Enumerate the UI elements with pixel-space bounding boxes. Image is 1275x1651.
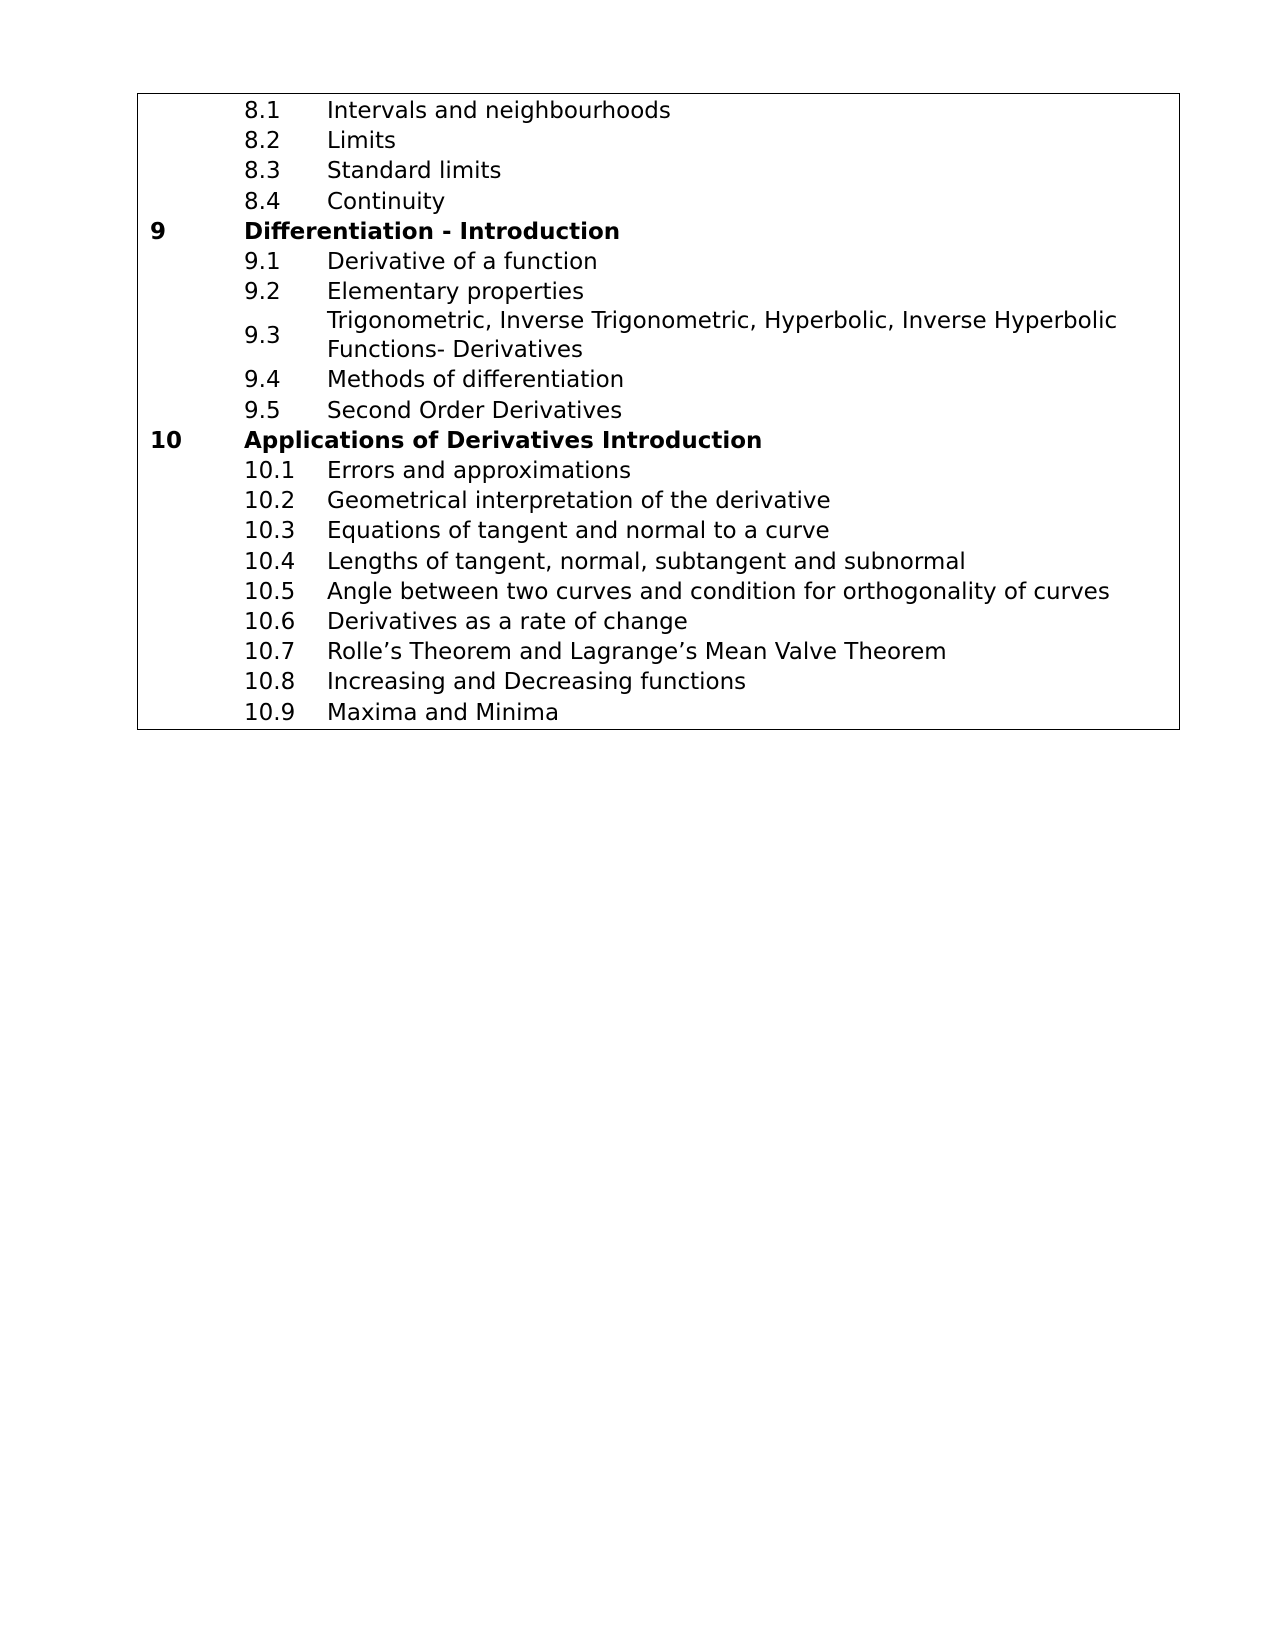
topic-title: Elementary properties — [327, 279, 585, 306]
topic-number: 9.2 — [244, 279, 281, 306]
topic-number: 10.9 — [244, 699, 296, 726]
unit-title: Differentiation - Introduction — [244, 218, 621, 245]
unit-title: Applications of Derivatives Introduction — [244, 427, 763, 454]
topic-row-9-2 — [138, 277, 1179, 307]
topic-number: 10.4 — [244, 548, 296, 575]
topic-row-10-9 — [138, 698, 1179, 728]
topic-row-8-3 — [138, 156, 1179, 186]
topic-title: Derivative of a function — [327, 249, 598, 276]
topic-number: 10.6 — [244, 609, 296, 636]
topic-row-10-6 — [138, 607, 1179, 637]
topic-number: 8.3 — [244, 158, 281, 185]
topic-row-10-3 — [138, 516, 1179, 546]
topic-title: Maxima and Minima — [327, 699, 560, 726]
unit-number: 9 — [150, 218, 167, 245]
topic-title: Lengths of tangent, normal, subtangent and subnormal — [327, 548, 966, 575]
topic-title: Rolle’s Theorem and Lagrange’s Mean Valve Theorem — [327, 639, 947, 666]
topic-title: Increasing and Decreasing functions — [327, 669, 747, 696]
unit-heading-9 — [138, 217, 1179, 247]
topic-title: Angle between two curves and condition for orthogonality of curves — [327, 578, 1110, 605]
topic-row-10-1 — [138, 456, 1179, 486]
topic-number: 10.8 — [244, 669, 296, 696]
syllabus-table — [137, 93, 1180, 730]
topic-title: Trigonometric, Inverse Trigonometric, Hyperbolic, Inverse Hyperbolic Functions- Derivatives — [327, 308, 1118, 364]
topic-row-8-1 — [138, 96, 1179, 126]
topic-number: 9.5 — [244, 397, 281, 424]
topic-number: 10.2 — [244, 488, 296, 515]
topic-title: Standard limits — [327, 158, 502, 185]
topic-row-9-5 — [138, 396, 1179, 426]
topic-row-10-8 — [138, 667, 1179, 697]
topic-number: 9.3 — [244, 322, 281, 349]
topic-number: 10.3 — [244, 518, 296, 545]
topic-title: Second Order Derivatives — [327, 397, 623, 424]
topic-number: 10.1 — [244, 458, 296, 485]
topic-number: 8.4 — [244, 188, 281, 215]
topic-title: Errors and approximations — [327, 458, 632, 485]
topic-number: 9.1 — [244, 249, 281, 276]
topic-row-10-4 — [138, 547, 1179, 577]
unit-heading-10 — [138, 426, 1179, 456]
topic-number: 9.4 — [244, 367, 281, 394]
topic-row-9-1 — [138, 247, 1179, 277]
topic-title: Geometrical interpretation of the derivative — [327, 488, 831, 515]
topic-row-10-2 — [138, 486, 1179, 516]
topic-row-10-5 — [138, 577, 1179, 607]
topic-row-9-3 — [138, 307, 1179, 365]
topic-number: 8.1 — [244, 98, 281, 124]
topic-number: 10.7 — [244, 639, 296, 666]
topic-title: Limits — [327, 128, 396, 155]
unit-number: 10 — [150, 427, 183, 454]
topic-number: 10.5 — [244, 578, 296, 605]
topic-row-8-4 — [138, 187, 1179, 217]
topic-title: Intervals and neighbourhoods — [327, 98, 671, 124]
topic-number: 8.2 — [244, 128, 281, 155]
topic-title: Equations of tangent and normal to a curve — [327, 518, 830, 545]
topic-row-10-7 — [138, 637, 1179, 667]
topic-title: Continuity — [327, 188, 446, 215]
topic-title: Derivatives as a rate of change — [327, 609, 688, 636]
topic-row-9-4 — [138, 365, 1179, 395]
topic-title: Methods of differentiation — [327, 367, 625, 394]
topic-row-8-2 — [138, 126, 1179, 156]
